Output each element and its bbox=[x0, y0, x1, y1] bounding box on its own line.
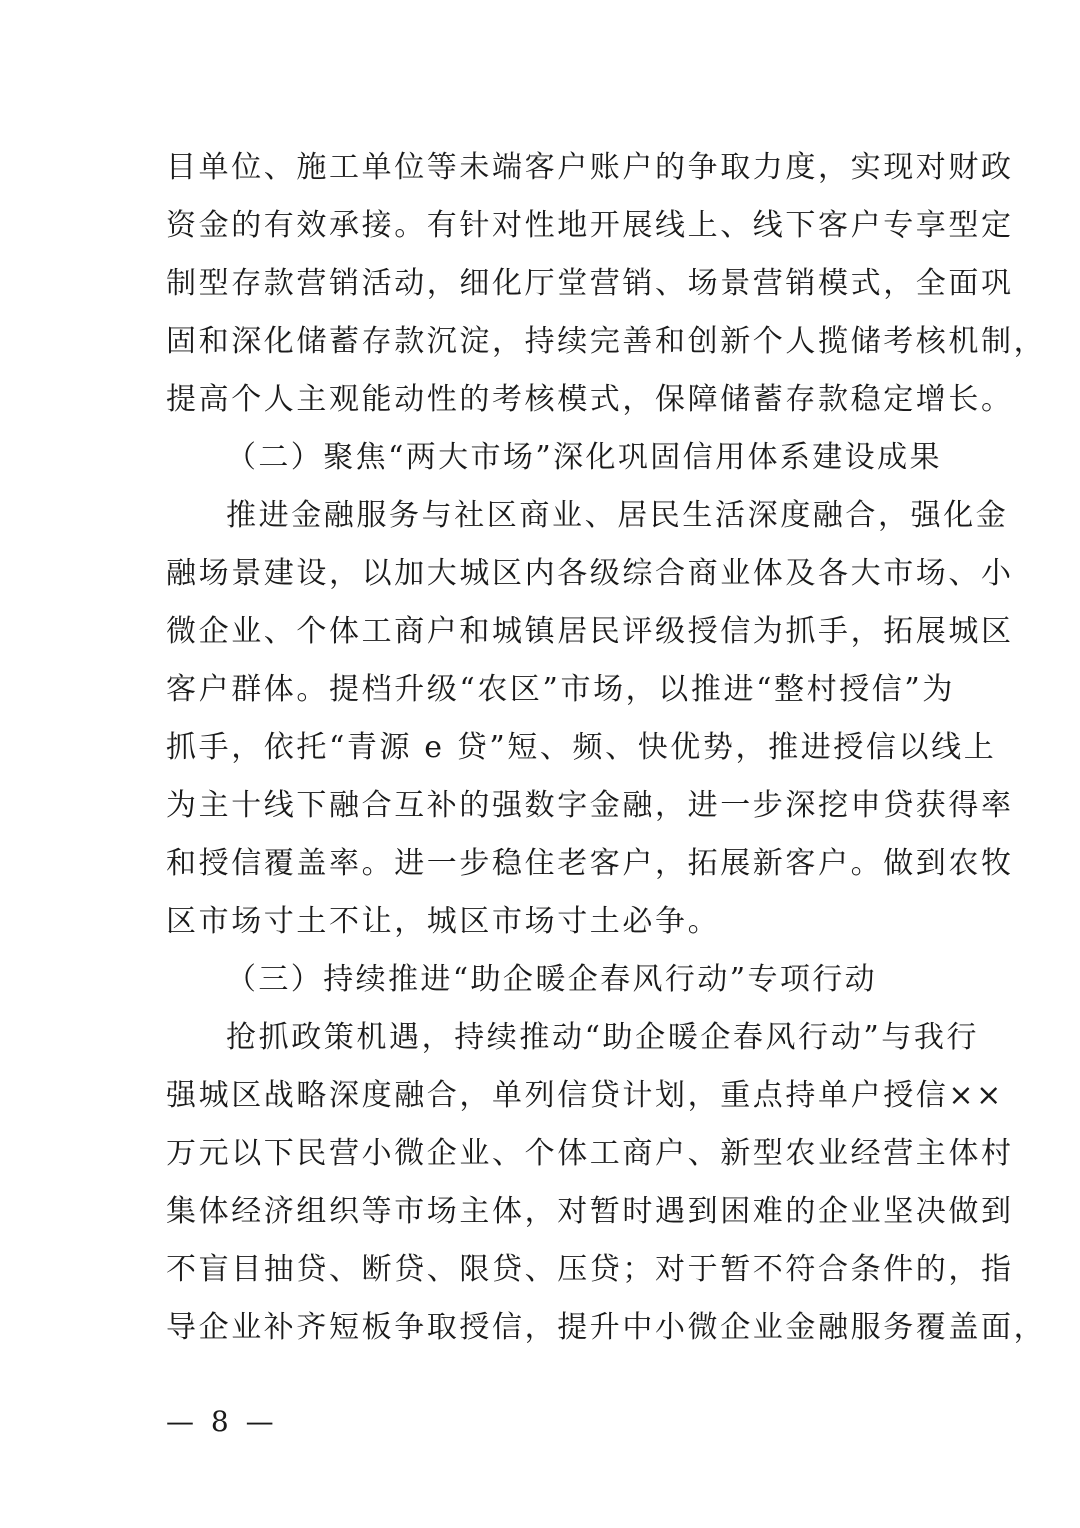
paragraph-line: 抓手，依托“青源 e 贷”短、频、快优势，推进授信以线上 bbox=[166, 730, 997, 765]
paragraph-line: 集体经济组织等市场主体，对暂时遇到困难的企业坚决做到 bbox=[166, 1194, 1014, 1229]
paragraph-line: 抢抓政策机遇，持续推动“助企暖企春风行动”与我行 bbox=[226, 1020, 980, 1055]
paragraph-line: 融场景建设，以加大城区内各级综合商业体及各大市场、小 bbox=[166, 556, 1014, 591]
paragraph-line: 不盲目抽贷、断贷、限贷、压贷；对于暂不符合条件的，指 bbox=[166, 1252, 1014, 1287]
paragraph-line: 目单位、施工单位等未端客户账户的争取力度，实现对财政 bbox=[166, 150, 1014, 185]
section-heading-3: （三）持续推进“助企暖企春风行动”专项行动 bbox=[226, 962, 878, 997]
paragraph-line: 区市场寸土不让，城区市场寸土必争。 bbox=[166, 904, 721, 939]
paragraph-line: 推进金融服务与社区商业、居民生活深度融合，强化金 bbox=[226, 498, 1009, 533]
paragraph-line: 制型存款营销活动，细化厅堂营销、场景营销模式，全面巩 bbox=[166, 266, 1014, 301]
paragraph-line: 和授信覆盖率。进一步稳住老客户，拓展新客户。做到农牧 bbox=[166, 846, 1014, 881]
paragraph-line: 资金的有效承接。有针对性地开展线上、线下客户专享型定 bbox=[166, 208, 1014, 243]
paragraph-line: 为主十线下融合互补的强数字金融，进一步深挖申贷获得率 bbox=[166, 788, 1014, 823]
page-number: — 8 — bbox=[166, 1405, 278, 1438]
paragraph-line: 客户群体。提档升级“农区”市场，以推进“整村授信”为 bbox=[166, 672, 955, 707]
paragraph-line: 提高个人主观能动性的考核模式，保障储蓄存款稳定增长。 bbox=[166, 382, 1014, 417]
paragraph-line: 微企业、个体工商户和城镇居民评级授信为抓手，拓展城区 bbox=[166, 614, 1014, 649]
paragraph-line: 固和深化储蓄存款沉淀，持续完善和创新个人揽储考核机制， bbox=[166, 324, 1047, 359]
paragraph-line: 导企业补齐短板争取授信，提升中小微企业金融服务覆盖面， bbox=[166, 1310, 1047, 1345]
paragraph-line: 万元以下民营小微企业、个体工商户、新型农业经营主体村 bbox=[166, 1136, 1014, 1171]
section-heading-2: （二）聚焦“两大市场”深化巩固信用体系建设成果 bbox=[226, 440, 942, 475]
paragraph-line: 强城区战略深度融合，单列信贷计划，重点持单户授信×× bbox=[166, 1078, 1004, 1113]
